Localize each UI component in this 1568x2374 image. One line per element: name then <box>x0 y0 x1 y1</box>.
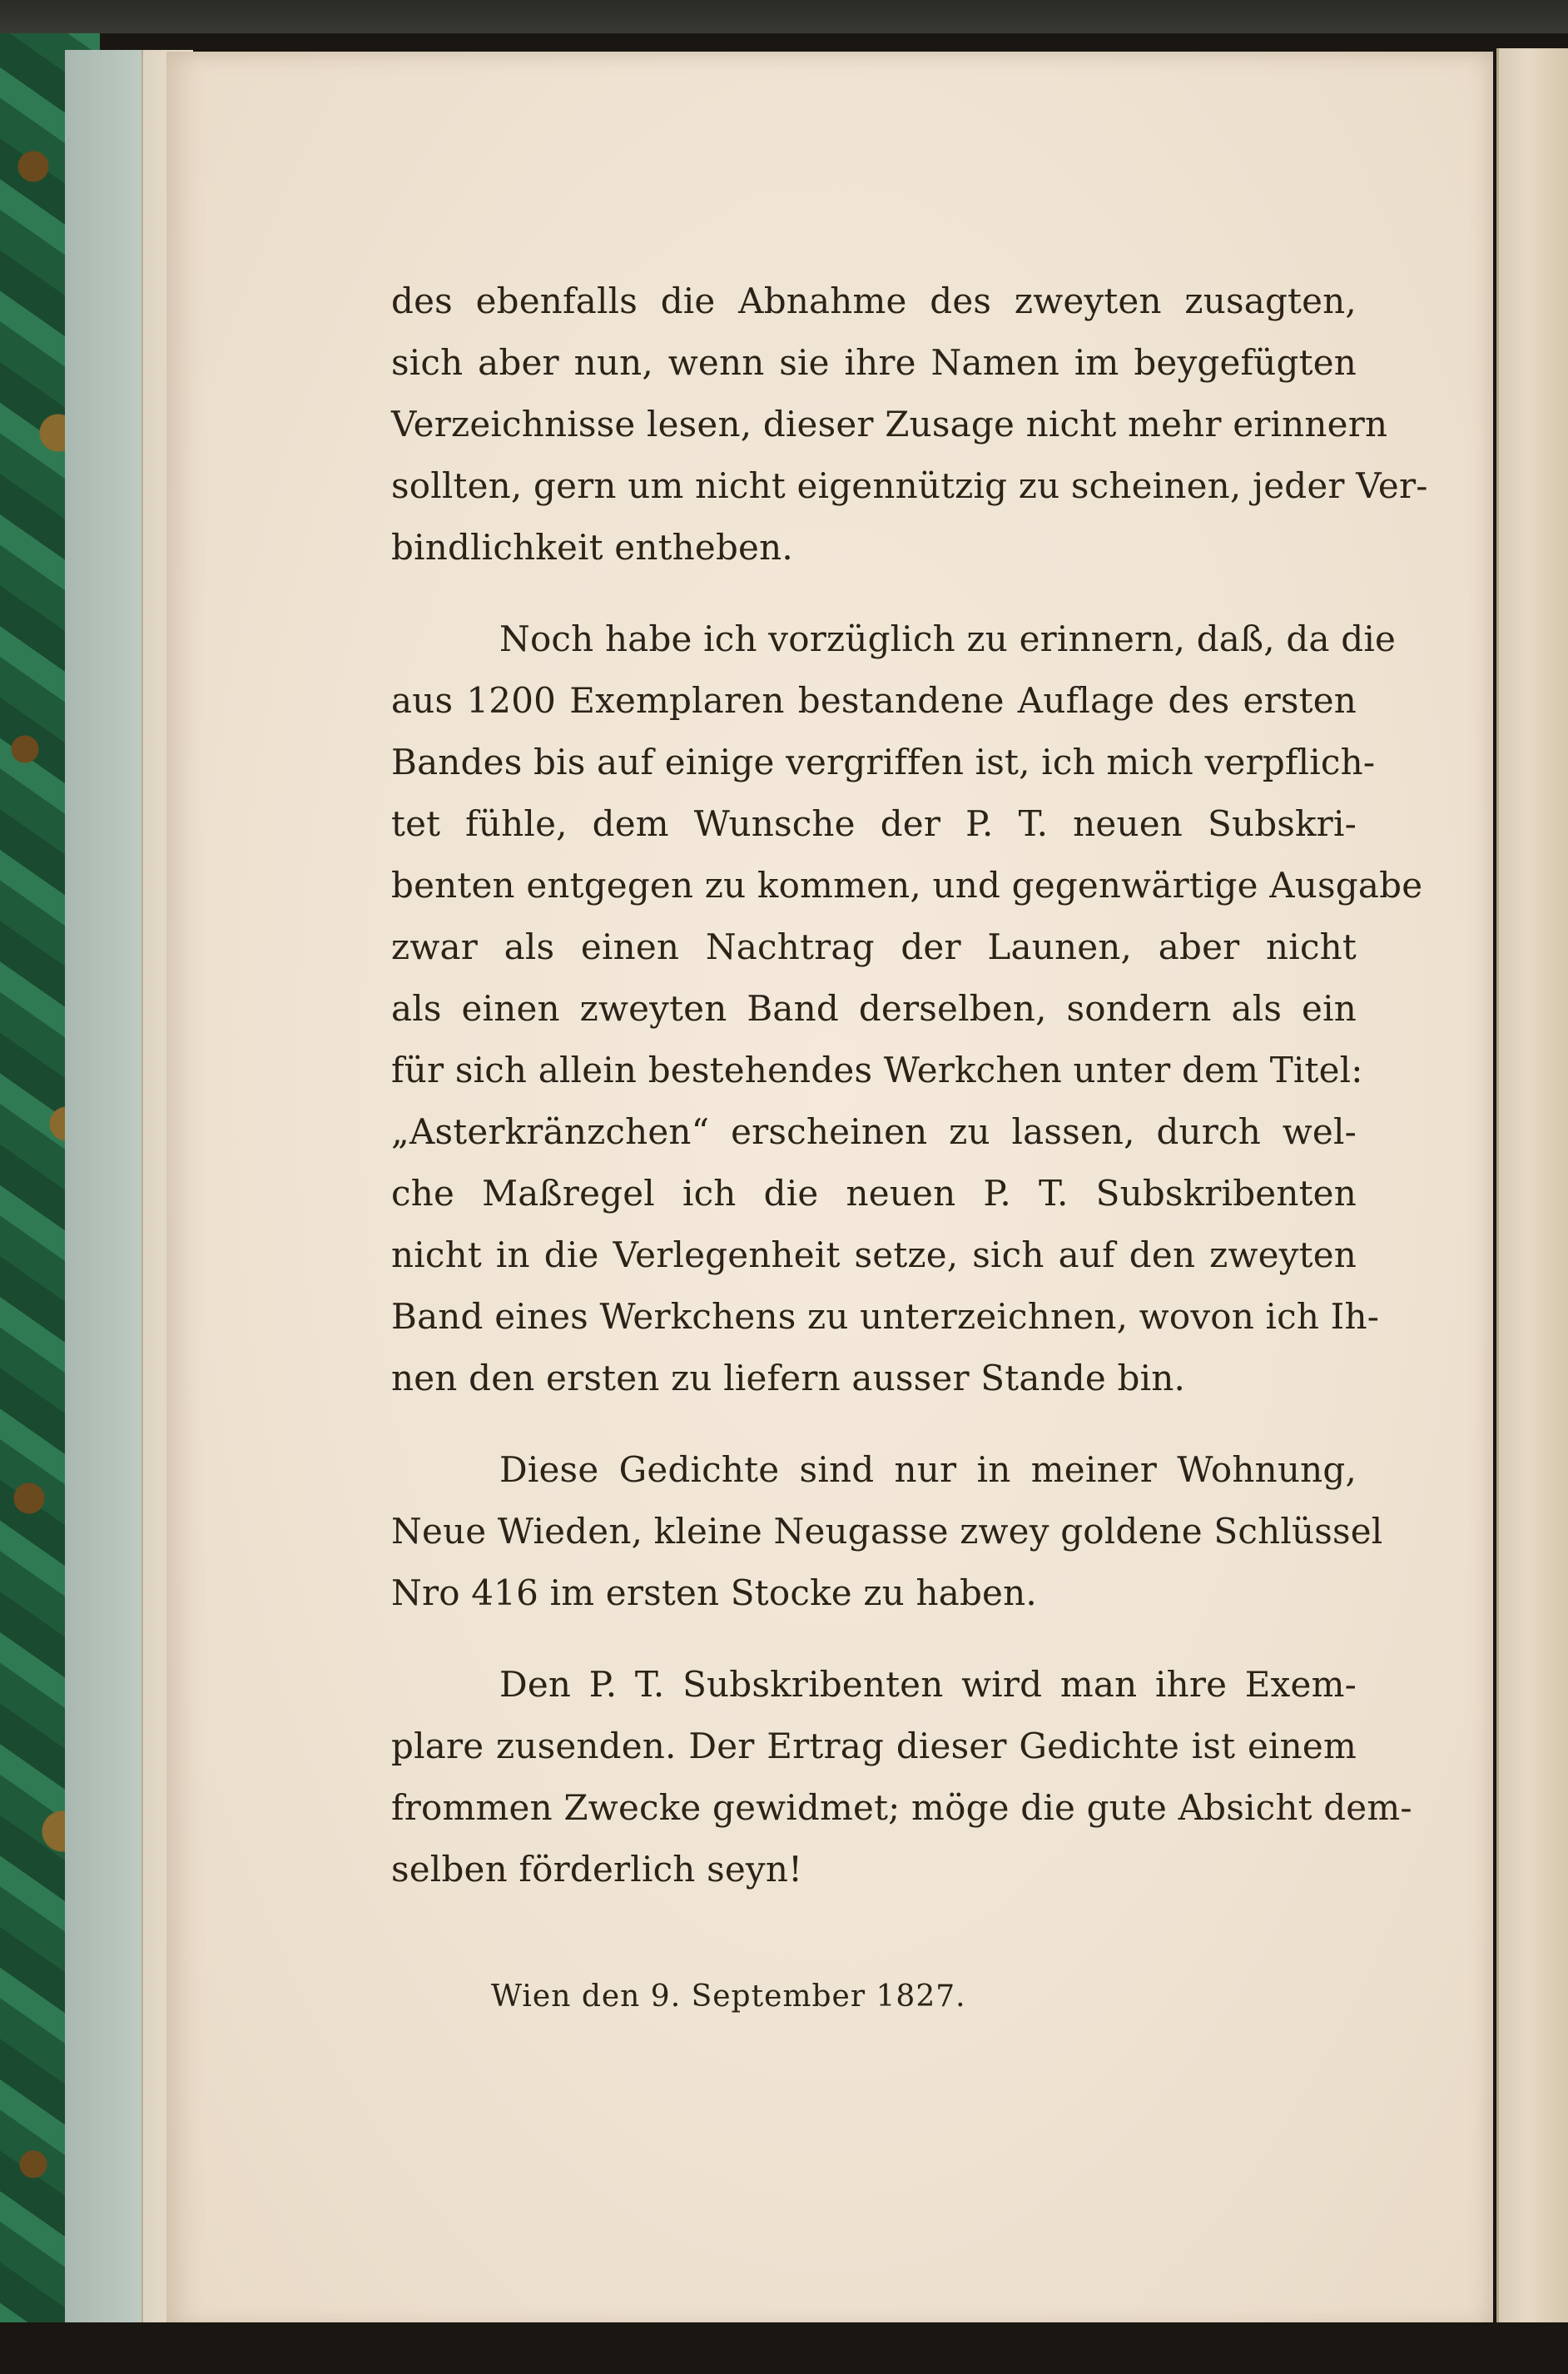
paragraph-2 <box>391 608 1423 1409</box>
text-line: nen den ersten zu liefern ausser Stande bin. <box>391 1358 1186 1398</box>
text-line: Neue Wieden, kleine Neugasse zwey goldene Schlüssel <box>391 1511 1383 1552</box>
text-line: che Maßregel ich die neuen P. T. Subskribenten <box>391 1173 1357 1214</box>
text-line: selben förderlich seyn! <box>391 1849 803 1890</box>
scan-bottom-edge <box>0 2322 1568 2374</box>
text-line: als einen zweyten Band derselben, sondern als ein <box>391 988 1357 1029</box>
text-line: des ebenfalls die Abnahme des zweyten zusagten, <box>391 281 1357 321</box>
text-line: Verzeichnisse lesen, dieser Zusage nicht mehr erinnern <box>391 404 1388 445</box>
text-line: benten entgegen zu kommen, und gegenwärtige Ausgabe <box>391 865 1423 906</box>
text-line: frommen Zwecke gewidmet; möge die gute Absicht dem- <box>391 1787 1412 1828</box>
text-line: Nro 416 im ersten Stocke zu haben. <box>391 1572 1037 1613</box>
text-line: Bandes bis auf einige vergriffen ist, ich mich verpflich- <box>391 742 1376 782</box>
text-line: zwar als einen Nachtrag der Launen, aber nicht <box>391 926 1357 967</box>
text-line: nicht in die Verlegenheit setze, sich auf den zweyten <box>391 1234 1357 1275</box>
text-line: für sich allein bestehendes Werkchen unter dem Titel: <box>391 1050 1363 1090</box>
text-line: Den P. T. Subskribenten wird man ihre Exem- <box>499 1664 1357 1705</box>
text-line: plare zusenden. Der Ertrag dieser Gedichte ist einem <box>391 1726 1357 1766</box>
text-line: sollten, gern um nicht eigennützig zu scheinen, jeder Ver- <box>391 465 1428 506</box>
text-line: aus 1200 Exemplaren bestandene Auflage des ersten <box>391 680 1357 721</box>
dateline: Wien den 9. September 1827. <box>491 1979 966 2014</box>
paragraph-1 <box>391 271 1428 579</box>
text-line: Noch habe ich vorzüglich zu erinnern, daß, da die <box>499 618 1397 659</box>
text-line: Diese Gedichte sind nur in meiner Wohnung, <box>499 1449 1357 1490</box>
text-line: „Asterkränzchen“ erscheinen zu lassen, durch wel- <box>391 1111 1357 1152</box>
scan-top-edge <box>0 0 1568 33</box>
text-line: sich aber nun, wenn sie ihre Namen im beygefügten <box>391 342 1357 383</box>
text-line: tet fühle, dem Wunsche der P. T. neuen Subskri- <box>391 803 1357 844</box>
page-text <box>391 271 1428 1930</box>
paragraph-4 <box>391 1654 1412 1900</box>
text-line: bindlichkeit entheben. <box>391 527 793 568</box>
text-line: Band eines Werkchens zu unterzeichnen, wovon ich Ih- <box>391 1296 1380 1337</box>
paragraph-3 <box>391 1439 1383 1624</box>
facing-page-edge <box>1496 48 1568 2329</box>
